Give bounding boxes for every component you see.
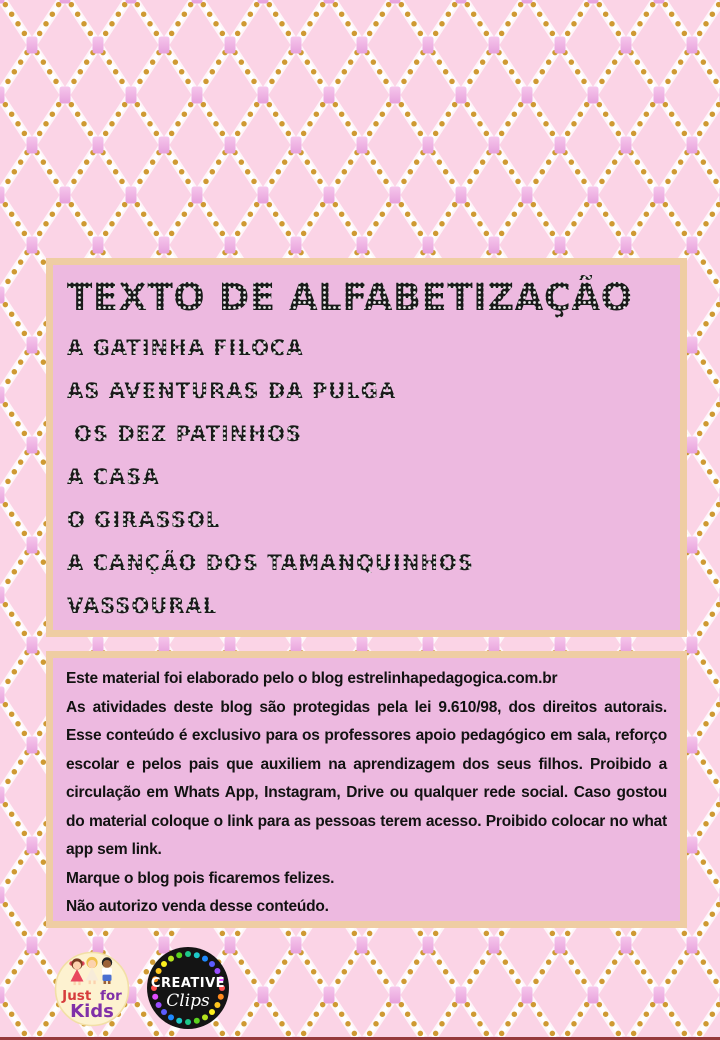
copyright-text [53,658,680,922]
story-list-item: OS DEZ PATINHOS [67,421,666,464]
page-title: TEXTO DE ALFABETIZAÇÃO [67,275,666,321]
clips-badge-subtitle: Clips [166,991,210,1011]
blog-credit-line: Este material foi elaborado pelo o blog estrelinhapedagogica.com.br [66,670,558,687]
story-list-item: O GIRASSOL [67,507,666,550]
badge-creative-clips [146,946,230,1030]
copyright-panel [46,651,687,928]
story-list-item: A GATINHA FILOCA [67,335,666,378]
kids-badge-word-for: for [100,988,122,1004]
copyright-body: As atividades deste blog são protegidas pela lei 9.610/98, dos direitos autorais. Esse conteúdo é exclusivo para os professores apoio pedagógico em sala, reforço escolar e pelos pais que auxiliem na aprendizagem dos seus filhos. Proibido a circulação em Whats App, Instagram, Drive ou qualquer rede social. Caso gostou do material coloque o link para as pessoas terem acesso. Proibido colocar no what app sem link. [66,698,667,858]
story-list-item: A CASA [67,464,666,507]
copyright-line-no-sale: Não autorizo venda desse conteúdo. [66,898,329,915]
story-list-item: AS AVENTURAS DA PULGA [67,378,666,421]
kids-badge-word-kids: Kids [70,1001,114,1022]
story-list-item: A CANÇÃO DOS TAMANQUINHOS [67,550,666,593]
story-list-item: VASSOURAL [67,593,666,636]
clips-badge-title: CREATIVE [150,976,226,991]
badge-just-for-kids [54,951,130,1027]
title-panel [46,258,687,637]
kids-badge-word-just: Just [62,988,92,1004]
story-list [67,335,666,636]
copyright-line-tag: Marque o blog pois ficaremos felizes. [66,869,335,887]
